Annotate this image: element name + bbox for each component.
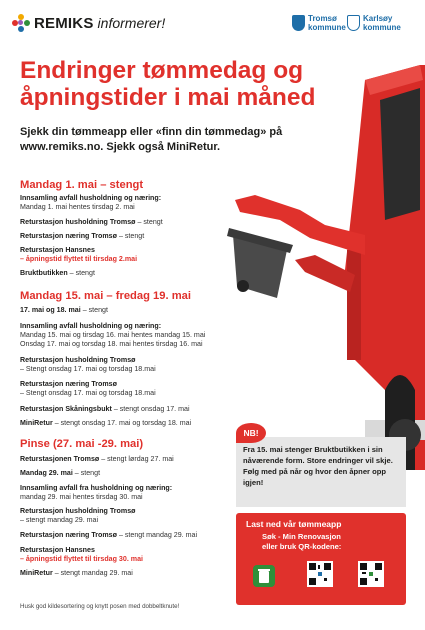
entry-label: Returstasjon husholdning Tromsø — [20, 507, 136, 515]
entry-detail: – stengt — [80, 306, 108, 314]
tromso-kommune-logo — [292, 14, 348, 32]
entry-label: Returstasjon Skåningsbukt — [20, 405, 112, 413]
entry-label: Bruktbutikken — [20, 269, 68, 277]
list-item — [20, 306, 220, 315]
entry-detail: – stengt — [67, 269, 95, 277]
entry-detail: – stengt — [135, 218, 163, 226]
entry-detail: – stengt lørdag 27. mai — [99, 455, 174, 463]
entry-label: Returstasjon næring Tromsø — [20, 380, 117, 388]
entry-label: Returstasjonen Tromsø — [20, 455, 100, 463]
list-item — [20, 380, 220, 398]
list-item — [20, 455, 220, 464]
app-download-title: Last ned vår tømmeapp — [246, 519, 342, 529]
entry-detail: – stengt — [116, 232, 145, 240]
page-title: Endringer tømmedag og åpningstider i mai måned — [20, 57, 316, 111]
list-item — [20, 246, 220, 264]
entry-detail-highlight: – åpningstid flyttet til tirsdag 30. mai — [20, 555, 143, 564]
app-download-instructions — [262, 532, 341, 552]
list-item — [20, 356, 220, 374]
entry-detail-highlight: – åpningstid flyttet til tirsdag 2.mai — [20, 255, 138, 264]
app-search-line: Søk - Min Renovasjon — [262, 532, 341, 541]
remiks-logo-icon — [12, 14, 30, 32]
qr-code-icon[interactable] — [358, 561, 384, 587]
entry-label: Returstasjon næring Tromsø — [20, 531, 117, 539]
karlsoy-kommune-logo — [347, 14, 411, 32]
app-icon — [253, 565, 275, 587]
entry-detail: mandag 29. mai hentes tirsdag 30. mai — [20, 493, 143, 502]
section-heading-may-1: Mandag 1. mai – stengt — [20, 179, 144, 191]
brand-name: REMIKS — [34, 14, 94, 32]
entry-detail: – stengt mandag 29. mai — [20, 516, 99, 525]
list-item — [20, 507, 220, 525]
list-item — [20, 569, 220, 578]
intro-text: Sjekk din tømmeapp eller «finn din tømmedag» på www.remiks.no. Sjekk også MiniRetur. — [20, 126, 283, 153]
entry-detail: Mandag 1. mai hentes tirsdag 2. mai — [20, 203, 135, 212]
entry-detail: Mandag 15. mai og tirsdag 16. mai hentes mandag 15. mai Onsdag 17. mai og torsdag 18. mai hentes tirsdag 16. mai — [20, 331, 206, 349]
list-item — [20, 419, 220, 428]
list-item — [20, 269, 220, 278]
list-item — [20, 218, 220, 227]
section-heading-may-15-19: Mandag 15. mai – fredag 19. mai — [20, 290, 191, 302]
qr-code-icon[interactable] — [307, 561, 333, 587]
list-item — [20, 531, 220, 540]
list-item — [20, 405, 220, 414]
entry-detail: – stengt onsdag 17. mai — [111, 405, 190, 413]
entry-label: 17. mai og 18. mai — [20, 306, 81, 314]
entry-label: Returstasjon Hansnes — [20, 246, 95, 254]
entry-label: Innsamling avfall husholdning og næring: — [20, 194, 162, 202]
list-item — [20, 484, 220, 502]
list-item — [20, 469, 220, 478]
entry-label: Mandag 29. mai — [20, 469, 73, 477]
entry-label: Returstasjon husholdning Tromsø — [20, 218, 136, 226]
nb-badge: NB! — [236, 423, 266, 443]
entry-detail: – stengt mandag 29. mai — [52, 569, 133, 577]
entry-detail: – stengt onsdag 17. mai og torsdag 18. mai — [52, 419, 192, 427]
section-heading-pinse: Pinse (27. mai -29. mai) — [20, 438, 144, 450]
entry-label: Returstasjon husholdning Tromsø — [20, 356, 136, 364]
entry-detail: – Stengt onsdag 17. mai og torsdag 18.mai — [20, 365, 156, 374]
footer-note: Husk god kildesortering og knytt posen med dobbeltknute! — [20, 603, 180, 610]
app-qr-line: eller bruk QR-kodene: — [262, 542, 342, 551]
entry-detail: – stengt — [72, 469, 101, 477]
garbage-truck-image — [215, 60, 425, 480]
municipality-name-tromso: Tromsø kommune — [308, 14, 346, 32]
remiks-logo — [12, 14, 165, 32]
list-item — [20, 232, 220, 241]
tromso-coat-of-arms-icon — [292, 15, 305, 31]
entry-label: Returstasjon Hansnes — [20, 546, 95, 554]
list-item — [20, 194, 220, 212]
entry-label: MiniRetur — [20, 419, 53, 427]
list-item — [20, 322, 230, 350]
entry-label: Innsamling avfall fra husholdning og næring: — [20, 484, 173, 492]
entry-detail: – stengt mandag 29. mai — [116, 531, 198, 539]
brand-tagline: informerer! — [97, 15, 166, 31]
list-item — [20, 546, 220, 564]
entry-label: Innsamling avfall husholdning og næring: — [20, 322, 162, 330]
entry-label: Returstasjon næring Tromsø — [20, 232, 117, 240]
nb-notice-text: Fra 15. mai stenger Bruktbutikken i sin nåværende form. Store endringer vil skje. Følg med på når og hvor den åpner opp igjen! — [243, 445, 393, 487]
page-header — [0, 0, 425, 48]
karlsoy-coat-of-arms-icon — [347, 15, 360, 31]
municipality-name-karlsoy: Karlsøy kommune — [363, 14, 401, 32]
entry-label: MiniRetur — [20, 569, 53, 577]
entry-detail: – Stengt onsdag 17. mai og torsdag 18.mai — [20, 389, 156, 398]
